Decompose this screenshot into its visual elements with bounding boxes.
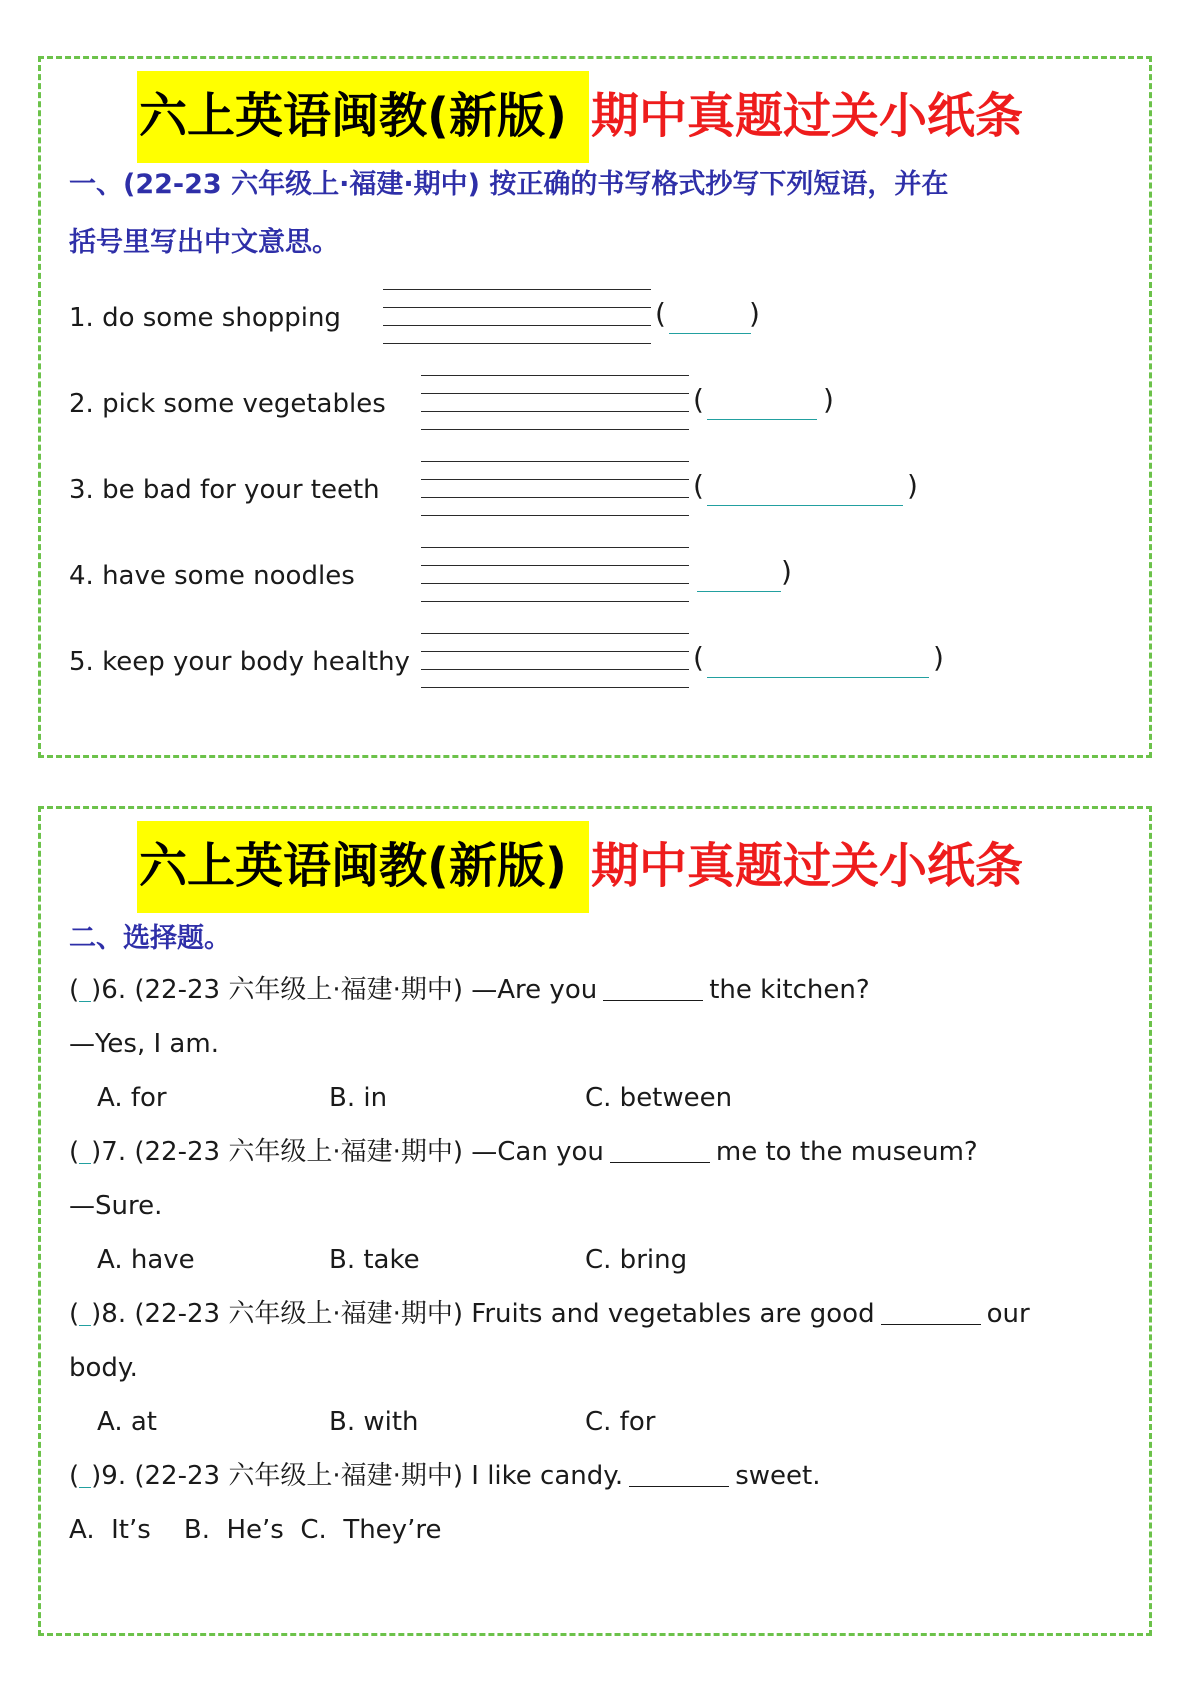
option-6c[interactable]: C. between [585, 1083, 733, 1113]
close-paren-3: ) [907, 469, 918, 502]
title-highlighted-text: 六上英语闽教(新版) [139, 88, 567, 144]
question-stem-pre: )9. (22-23 六年级上·福建·期中) I like candy. [91, 1461, 624, 1491]
close-paren-4: ) [781, 555, 792, 588]
question-8-continued: body. [69, 1353, 138, 1383]
title-red-text: 期中真题过关小纸条 [591, 88, 1024, 144]
option-8b[interactable]: B. with [329, 1407, 419, 1437]
fill-blank-7 [610, 1140, 710, 1163]
question-stem-post: our [986, 1299, 1030, 1329]
section2-heading: 二、选择题。 [69, 923, 231, 954]
close-paren-1: ) [749, 297, 760, 330]
phrase-item-4: 4. have some noodles [69, 561, 355, 591]
option-6a[interactable]: A. for [97, 1083, 167, 1113]
question-paren-open: ( [69, 1137, 80, 1167]
question-stem-post: sweet. [735, 1461, 821, 1491]
open-paren-5: ( [693, 641, 704, 674]
question-stem-pre: )6. (22-23 六年级上·福建·期中) —Are you [91, 975, 598, 1005]
title-highlighted-text: 六上英语闽教(新版) [139, 838, 567, 894]
question-7-response: —Sure. [69, 1191, 163, 1221]
answer-line-3[interactable] [707, 505, 903, 506]
question-paren-open: ( [69, 1299, 80, 1329]
option-7b[interactable]: B. take [329, 1245, 420, 1275]
question-6 [69, 973, 870, 1007]
question-stem-post: the kitchen? [709, 975, 870, 1005]
answer-line-2[interactable] [707, 419, 817, 420]
phrase-item-1: 1. do some shopping [69, 303, 341, 333]
option-7a[interactable]: A. have [97, 1245, 195, 1275]
answer-line-5[interactable] [707, 677, 929, 678]
answer-blank-6[interactable] [79, 977, 91, 1002]
answer-blank-9[interactable] [79, 1463, 91, 1488]
section1-heading-line2: 括号里写出中文意思。 [69, 227, 339, 258]
phrase-item-5: 5. keep your body healthy [69, 647, 410, 677]
worksheet-card-1 [38, 56, 1152, 758]
open-paren-1: ( [655, 297, 666, 330]
question-stem-pre: )8. (22-23 六年级上·福建·期中) Fruits and vegetables are good [91, 1299, 875, 1329]
question-paren-open: ( [69, 975, 80, 1005]
question-paren-open: ( [69, 1461, 80, 1491]
fill-blank-8 [881, 1302, 981, 1325]
option-7c[interactable]: C. bring [585, 1245, 688, 1275]
question-9 [69, 1459, 820, 1493]
question-stem-pre: )7. (22-23 六年级上·福建·期中) —Can you [91, 1137, 604, 1167]
answer-line-4[interactable] [697, 591, 781, 592]
open-paren-3: ( [693, 469, 704, 502]
close-paren-5: ) [933, 641, 944, 674]
close-paren-2: ) [823, 383, 834, 416]
options-9[interactable]: A. It’s B. He’s C. They’re [69, 1515, 442, 1545]
fill-blank-9 [629, 1464, 729, 1487]
phrase-item-3: 3. be bad for your teeth [69, 475, 380, 505]
open-paren-2: ( [693, 383, 704, 416]
option-6b[interactable]: B. in [329, 1083, 388, 1113]
question-8 [69, 1297, 1030, 1331]
worksheet-card-2 [38, 806, 1152, 1636]
answer-blank-8[interactable] [79, 1301, 91, 1326]
section1-heading-line1: 一、(22-23 六年级上·福建·期中) 按正确的书写格式抄写下列短语，并在 [69, 169, 949, 200]
answer-blank-7[interactable] [79, 1139, 91, 1164]
question-7 [69, 1135, 978, 1169]
option-8c[interactable]: C. for [585, 1407, 656, 1437]
answer-line-1[interactable] [669, 333, 751, 334]
option-8a[interactable]: A. at [97, 1407, 157, 1437]
phrase-item-2: 2. pick some vegetables [69, 389, 386, 419]
fill-blank-6 [603, 978, 703, 1001]
question-6-response: —Yes, I am. [69, 1029, 219, 1059]
title-red-text: 期中真题过关小纸条 [591, 838, 1024, 894]
question-stem-post: me to the museum? [715, 1137, 978, 1167]
